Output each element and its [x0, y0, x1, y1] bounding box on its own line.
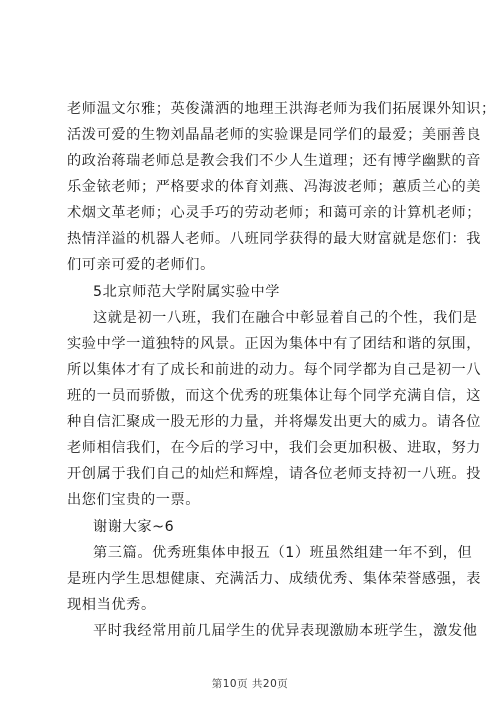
- text-line: 们可亲可爱的老师们。: [67, 257, 215, 273]
- text-line: 老师温文尔雅；英俊潇洒的地理王洪海老师为我们拓展课外知识；: [67, 101, 496, 117]
- text-line: 实验中学一道独特的风景。正因为集体中有了团结和谐的氛围，: [67, 336, 482, 352]
- text-line: 乐金铱老师；严格要求的体育刘燕、冯海波老师；蕙质兰心的美: [67, 179, 482, 195]
- text-line: 的政治蒋瑞老师总是教会我们不少人生道理；还有博学幽默的音: [67, 153, 482, 169]
- text-line: 谢谢大家~6: [93, 519, 175, 535]
- text-line: 班的一员而骄傲，而这个优秀的班集体让每个同学充满自信，这: [67, 388, 482, 404]
- text-line: 出您们宝贵的一票。: [67, 492, 201, 508]
- text-line: 热情洋溢的机器人老师。八班同学获得的最大财富就是您们：我: [67, 231, 482, 247]
- page-number-footer: 第10页 共20页: [211, 678, 289, 690]
- text-line: 第三篇。优秀班集体申报五（1）班虽然组建一年不到，但: [93, 545, 473, 561]
- text-line: 开创属于我们自己的灿烂和辉煌，请各位老师支持初一八班。投: [67, 466, 482, 482]
- text-line: 所以集体才有了成长和前进的动力。每个同学都为自己是初一八: [67, 362, 482, 378]
- text-line: 活泼可爱的生物刘晶晶老师的实验课是同学们的最爱；美丽善良: [67, 127, 482, 143]
- text-line: 老师相信我们，在今后的学习中，我们会更加积极、进取，努力: [67, 440, 482, 456]
- text-line: 术烟文革老师；心灵手巧的劳动老师；和蔼可亲的计算机老师；: [67, 205, 482, 221]
- text-line: 这就是初一八班，我们在融合中彰显着自己的个性，我们是: [93, 310, 478, 326]
- text-line: 是班内学生思想健康、充满活力、成绩优秀、集体荣誉感强，表: [67, 571, 482, 587]
- section-heading: 5北京师范大学附属实验中学: [93, 284, 281, 300]
- text-line: 现相当优秀。: [67, 597, 156, 613]
- text-line: 种自信汇聚成一股无形的力量，并将爆发出更大的威力。请各位: [67, 414, 482, 430]
- text-line: 平时我经常用前几届学生的优异表现激励本班学生，激发他: [93, 623, 478, 639]
